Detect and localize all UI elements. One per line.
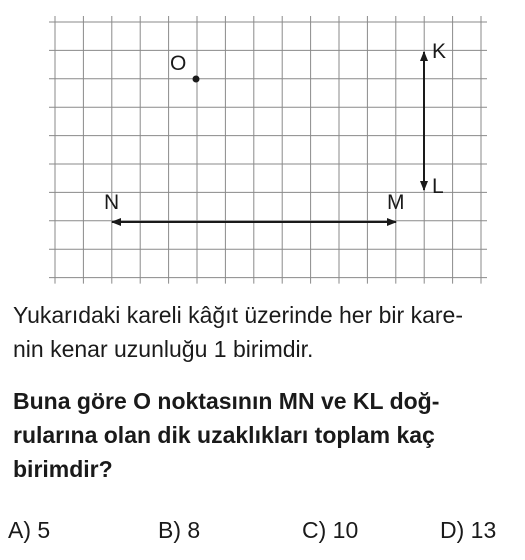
choice-a[interactable]: A) 5 bbox=[8, 517, 51, 543]
point-o-dot bbox=[193, 76, 200, 83]
grid-lines bbox=[49, 16, 487, 284]
question-line-3: birimdir? bbox=[13, 456, 113, 482]
intro-line-1: Yukarıdaki kareli kâğıt üzerinde her bir kare- bbox=[13, 302, 463, 328]
point-n-label: N bbox=[104, 191, 120, 214]
choice-d[interactable]: D) 13 bbox=[440, 517, 497, 543]
intro-line-2: nin kenar uzunluğu 1 birimdir. bbox=[13, 336, 314, 362]
choice-b[interactable]: B) 8 bbox=[158, 517, 201, 543]
point-k-label: K bbox=[432, 40, 447, 63]
point-o-label: O bbox=[170, 52, 187, 75]
question-line-1: Buna göre O noktasının MN ve KL doğ- bbox=[13, 388, 440, 414]
choice-c[interactable]: C) 10 bbox=[302, 517, 359, 543]
point-l-label: L bbox=[432, 175, 444, 198]
point-m-label: M bbox=[387, 191, 405, 214]
question-line-2: rularına olan dik uzaklıkları toplam kaç bbox=[13, 422, 435, 448]
